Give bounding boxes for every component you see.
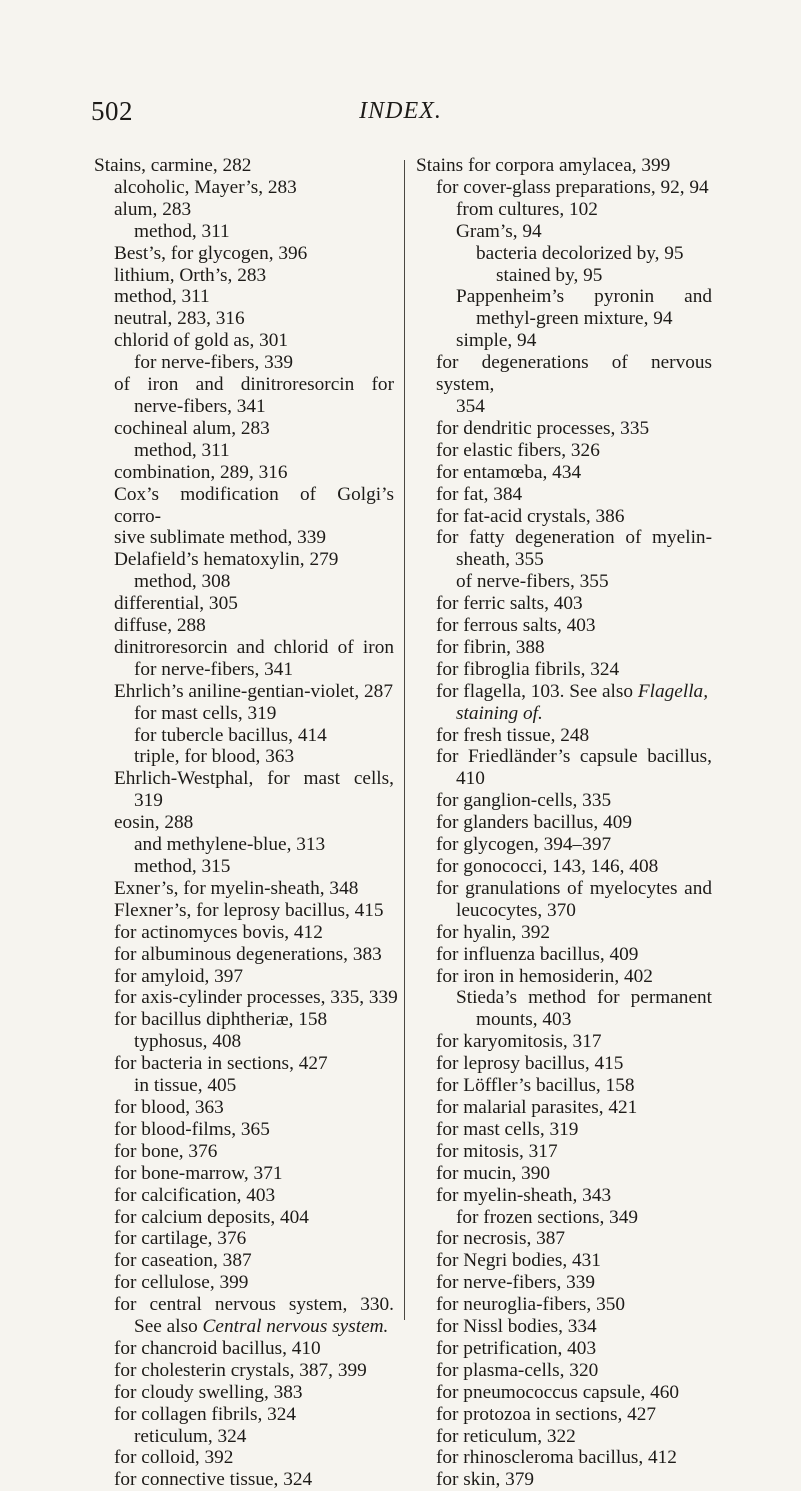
index-entry xyxy=(416,1031,712,1053)
index-entry-text: Gram’s, 94 xyxy=(456,220,542,242)
index-entry xyxy=(94,659,394,681)
index-entry xyxy=(94,571,394,593)
index-entry-text: Pappenheim’s pyronin and xyxy=(456,286,712,308)
index-entry-text: for axis-cylinder processes, 335, 339 xyxy=(114,987,398,1009)
index-entry xyxy=(416,681,712,703)
index-entry-text: for Löffler’s bacillus, 158 xyxy=(436,1075,635,1097)
index-entry xyxy=(94,243,394,265)
index-entry-text: stained by, 95 xyxy=(496,264,603,286)
index-entry-text: method, 311 xyxy=(134,439,230,461)
index-entry xyxy=(416,1404,712,1426)
index-entry xyxy=(94,944,394,966)
running-head: INDEX. xyxy=(359,98,442,124)
index-entry-text: method, 315 xyxy=(134,856,231,877)
index-entry xyxy=(416,286,712,308)
index-entry-text: for dendritic processes, 335 xyxy=(436,417,650,439)
index-entry-text: nerve-fibers, 341 xyxy=(134,395,266,417)
index-entry-text: for glanders bacillus, 409 xyxy=(436,812,632,834)
index-entry xyxy=(94,484,394,528)
index-entry-text: for albuminous degenerations, 383 xyxy=(114,943,382,965)
index-entry xyxy=(416,396,712,418)
index-entry-text: for blood-films, 365 xyxy=(114,1118,270,1140)
index-entry xyxy=(94,527,394,549)
index-entry xyxy=(416,900,712,922)
index-entry-text: bacteria decolorized by, 95 xyxy=(476,242,684,264)
index-entry-text: for plasma-cells, 320 xyxy=(436,1359,599,1381)
index-entry-text: Stains for corpora amylacea, 399 xyxy=(416,155,671,176)
index-entry-text: leucocytes, 370 xyxy=(456,899,576,921)
index-entry xyxy=(94,637,394,659)
index-entry xyxy=(94,396,394,418)
index-entry xyxy=(94,1163,394,1185)
index-entry-text: 319 xyxy=(134,790,163,812)
index-entry xyxy=(416,155,712,177)
index-entry xyxy=(416,1228,712,1250)
index-entry-text: for skin, 379 xyxy=(436,1469,535,1491)
index-entry xyxy=(416,725,712,747)
index-entry-text: Best’s, for glycogen, 396 xyxy=(114,242,308,264)
index-entry-text: for pneumococcus capsule, 460 xyxy=(436,1381,680,1403)
index-entry xyxy=(94,308,394,330)
index-entry-text: method, 311 xyxy=(134,220,230,242)
index-entry-text: for chancroid bacillus, 410 xyxy=(114,1337,321,1359)
index-entry-text: 410 xyxy=(456,768,485,790)
index-entry xyxy=(94,1185,394,1207)
index-entry-text: See also xyxy=(134,1316,203,1338)
index-entry-text: dinitroresorcin and chlorid of iron xyxy=(114,636,394,658)
index-entry-text: alcoholic, Mayer’s, 283 xyxy=(114,176,297,198)
index-entry xyxy=(94,1119,394,1141)
index-entry-text: Stains, carmine, 282 xyxy=(94,155,252,176)
index-entry xyxy=(94,593,394,615)
index-entry-text: for amyloid, 397 xyxy=(114,965,244,987)
index-entry-text: cochineal alum, 283 xyxy=(114,417,270,439)
index-entry-text: for mitosis, 317 xyxy=(436,1140,558,1162)
index-entry-text: for cover-glass preparations, 92, 94 xyxy=(436,176,709,198)
index-entry xyxy=(94,1469,394,1491)
index-entry xyxy=(94,1338,394,1360)
index-entry xyxy=(94,987,398,1009)
index-entry-text: methyl-green mixture, 94 xyxy=(476,308,673,330)
index-entry xyxy=(94,1382,394,1404)
index-entry xyxy=(94,900,394,922)
index-entry xyxy=(94,725,394,747)
index-entry xyxy=(94,1294,394,1316)
index-entry-text: for nerve-fibers, 341 xyxy=(134,658,294,680)
index-entry-text: of iron and dinitroresorcin for xyxy=(114,374,394,396)
page-header xyxy=(0,96,801,136)
index-entry xyxy=(94,418,394,440)
index-entry xyxy=(416,1447,712,1469)
index-entry xyxy=(94,177,394,199)
index-entry-text: for mucin, 390 xyxy=(436,1162,551,1184)
index-entry xyxy=(416,987,712,1009)
index-entry-text: for bone-marrow, 371 xyxy=(114,1162,283,1184)
index-entry-text: for fibroglia fibrils, 324 xyxy=(436,658,620,680)
index-entry xyxy=(416,1163,712,1185)
index-entry-text: combination, 289, 316 xyxy=(114,461,288,483)
index-entry xyxy=(416,1294,712,1316)
index-entry xyxy=(94,856,394,878)
index-entry xyxy=(416,1426,712,1448)
index-entry xyxy=(416,966,712,988)
index-entry-text: lithium, Orth’s, 283 xyxy=(114,264,267,286)
index-entry xyxy=(416,330,712,352)
index-entry-text: for calcium deposits, 404 xyxy=(114,1206,309,1228)
index-entry xyxy=(416,1141,712,1163)
index-entry-text: for Friedländer’s capsule bacillus, xyxy=(436,746,712,768)
index-entry-text: for protozoa in sections, 427 xyxy=(436,1403,657,1425)
index-entry xyxy=(416,659,712,681)
index-entry-text: 354 xyxy=(456,395,485,417)
index-entry-text: differential, 305 xyxy=(114,593,238,615)
index-entry xyxy=(94,922,394,944)
index-entry xyxy=(416,746,712,768)
index-entry xyxy=(416,1272,712,1294)
index-entry-text: for karyomitosis, 317 xyxy=(436,1031,602,1053)
index-entry xyxy=(416,856,712,878)
index-entry-text: for hyalin, 392 xyxy=(436,921,551,943)
index-entry-text: for central nervous system, 330. xyxy=(114,1294,394,1316)
index-entry-text: for reticulum, 322 xyxy=(436,1425,576,1447)
index-entry xyxy=(416,462,712,484)
index-entry xyxy=(94,768,394,790)
index-entry xyxy=(94,155,394,177)
index-entry-text: for bone, 376 xyxy=(114,1140,218,1162)
index-entry xyxy=(416,1316,712,1338)
index-entry xyxy=(416,637,712,659)
index-entry-text: for cartilage, 376 xyxy=(114,1228,247,1250)
index-entry-text: for mast cells, 319 xyxy=(134,702,277,724)
index-entry xyxy=(416,1009,712,1031)
index-entry xyxy=(416,1119,712,1141)
column-divider xyxy=(404,160,405,1320)
index-entry xyxy=(416,571,712,593)
index-entry xyxy=(416,593,712,615)
index-entry xyxy=(94,221,394,243)
index-entry-text: for ferrous salts, 403 xyxy=(436,615,596,637)
index-entry-text: eosin, 288 xyxy=(114,812,194,834)
index-entry xyxy=(94,878,394,900)
index-entry-text: for glycogen, 394–397 xyxy=(436,834,612,856)
index-entry xyxy=(94,834,394,856)
index-entry-text: for cholesterin crystals, 387, 399 xyxy=(114,1359,367,1381)
index-entry-text: for fibrin, 388 xyxy=(436,636,545,658)
index-entry-text: for cloudy swelling, 383 xyxy=(114,1381,303,1403)
index-column-right xyxy=(416,155,712,1491)
index-entry xyxy=(416,243,712,265)
index-entry-text: reticulum, 324 xyxy=(134,1425,247,1447)
index-entry xyxy=(94,1447,394,1469)
index-entry xyxy=(416,703,712,725)
index-entry-text: for caseation, 387 xyxy=(114,1250,252,1272)
index-entry xyxy=(94,615,394,637)
index-entry-text: for connective tissue, 324 xyxy=(114,1469,313,1491)
index-entry-text: for degenerations of nervous system, xyxy=(436,352,712,396)
index-entry xyxy=(94,1031,394,1053)
index-entry-text: for fat-acid crystals, 386 xyxy=(436,505,625,527)
index-entry-text: Stieda’s method for permanent xyxy=(456,987,712,1009)
index-entry xyxy=(416,308,712,330)
index-entry-text: typhosus, 408 xyxy=(134,1031,242,1053)
index-entry xyxy=(94,1075,394,1097)
index-entry-text: Cox’s modification of Golgi’s corro- xyxy=(114,483,394,527)
index-entry-text: for nerve-fibers, 339 xyxy=(134,352,294,374)
index-entry-cross-reference: Central nervous system. xyxy=(202,1316,389,1338)
index-entry-text: for petrification, 403 xyxy=(436,1337,597,1359)
index-entry-text: for Nissl bodies, 334 xyxy=(436,1316,597,1338)
index-entry xyxy=(416,1338,712,1360)
index-entry xyxy=(94,374,394,396)
index-entry-text: chlorid of gold as, 301 xyxy=(114,330,289,352)
index-entry-text: for frozen sections, 349 xyxy=(456,1206,639,1228)
index-entry-text: for bacillus diphtheriæ, 158 xyxy=(114,1009,328,1031)
index-entry xyxy=(94,462,394,484)
index-entry-text: for fatty degeneration of myelin- xyxy=(436,527,712,549)
index-entry xyxy=(94,265,394,287)
index-entry xyxy=(94,199,394,221)
index-entry xyxy=(416,527,712,549)
index-entry xyxy=(94,1141,394,1163)
index-entry xyxy=(416,221,712,243)
index-entry-text: for entamœba, 434 xyxy=(436,461,582,483)
index-entry-text: for fat, 384 xyxy=(436,483,523,505)
index-entry xyxy=(416,440,712,462)
index-entry xyxy=(94,746,394,768)
index-entry-text: Flexner’s, for leprosy bacillus, 415 xyxy=(114,899,384,921)
index-entry xyxy=(94,352,394,374)
index-entry-text: for tubercle bacillus, 414 xyxy=(134,724,327,746)
index-entry-text: for bacteria in sections, 427 xyxy=(114,1053,328,1075)
index-entry-text: for ganglion-cells, 335 xyxy=(436,790,612,812)
index-entry-text: sive sublimate method, 339 xyxy=(114,527,327,549)
index-entry-cross-reference: Flagella, xyxy=(637,680,709,702)
index-entry xyxy=(94,1250,394,1272)
index-entry xyxy=(94,1272,394,1294)
index-entry xyxy=(416,1382,712,1404)
index-entry xyxy=(416,1207,712,1229)
index-entry-text: for necrosis, 387 xyxy=(436,1228,566,1250)
index-entry xyxy=(416,834,712,856)
index-entry xyxy=(416,878,712,900)
index-entry-text: for neuroglia-fibers, 350 xyxy=(436,1294,625,1316)
index-entry xyxy=(416,1053,712,1075)
index-entry xyxy=(94,1426,394,1448)
index-entry-text: from cultures, 102 xyxy=(456,198,598,220)
index-entry xyxy=(416,1360,712,1382)
index-entry-text: for actinomyces bovis, 412 xyxy=(114,921,323,943)
index-entry-text: for leprosy bacillus, 415 xyxy=(436,1053,624,1075)
page-number: 502 xyxy=(91,96,133,126)
index-entry-text: for iron in hemosiderin, 402 xyxy=(436,965,653,987)
index-entry xyxy=(94,1404,394,1426)
index-entry-text: Exner’s, for myelin-sheath, 348 xyxy=(114,877,359,899)
index-entry xyxy=(416,484,712,506)
index-entry xyxy=(94,286,394,308)
index-entry xyxy=(94,966,394,988)
index-entry xyxy=(416,944,712,966)
index-entry-text: for colloid, 392 xyxy=(114,1447,234,1469)
index-entry xyxy=(416,418,712,440)
index-entry-text: in tissue, 405 xyxy=(134,1075,237,1097)
index-entry xyxy=(416,1185,712,1207)
index-entry xyxy=(94,1316,394,1338)
index-entry xyxy=(94,1097,394,1119)
index-entry-text: Delafield’s hematoxylin, 279 xyxy=(114,549,339,571)
index-entry-text: triple, for blood, 363 xyxy=(134,746,295,768)
index-entry xyxy=(416,352,712,396)
index-entry-text: for myelin-sheath, 343 xyxy=(436,1184,612,1206)
index-entry xyxy=(416,615,712,637)
index-entry-text: for rhinoscleroma bacillus, 412 xyxy=(436,1447,677,1469)
index-entry xyxy=(94,790,394,812)
index-entry xyxy=(94,1360,394,1382)
index-entry xyxy=(416,1250,712,1272)
index-entry-text: method, 308 xyxy=(134,571,231,593)
index-entry-text: for collagen fibrils, 324 xyxy=(114,1403,297,1425)
index-entry-text: for calcification, 403 xyxy=(114,1184,276,1206)
index-entry-text: method, 311 xyxy=(114,286,210,308)
index-entry-cross-reference: staining of. xyxy=(456,702,543,724)
index-entry-text: Ehrlich’s aniline-gentian-violet, 287 xyxy=(114,680,393,702)
index-entry-text: for cellulose, 399 xyxy=(114,1272,249,1294)
index-entry-text: for malarial parasites, 421 xyxy=(436,1096,638,1118)
index-entry-text: of nerve-fibers, 355 xyxy=(456,571,609,593)
index-entry xyxy=(94,812,394,834)
index-entry xyxy=(416,1469,712,1491)
index-entry xyxy=(416,812,712,834)
index-entry-text: for flagella, 103. See also xyxy=(436,680,638,702)
index-column-left xyxy=(94,155,398,1491)
index-entry xyxy=(94,330,394,352)
index-entry xyxy=(416,1097,712,1119)
index-entry xyxy=(416,790,712,812)
index-entry-text: for ferric salts, 403 xyxy=(436,593,583,615)
index-entry-text: simple, 94 xyxy=(456,330,537,352)
index-entry-text: alum, 283 xyxy=(114,198,192,220)
index-entry xyxy=(94,1053,394,1075)
index-entry-text: and methylene-blue, 313 xyxy=(134,834,326,856)
index-entry xyxy=(416,199,712,221)
index-entry-text: for mast cells, 319 xyxy=(436,1118,579,1140)
index-entry xyxy=(94,1207,394,1229)
index-entry-text: for influenza bacillus, 409 xyxy=(436,943,639,965)
index-entry-text: mounts, 403 xyxy=(476,1009,572,1031)
index-entry-text: for nerve-fibers, 339 xyxy=(436,1272,596,1294)
index-entry xyxy=(416,922,712,944)
index-entry xyxy=(94,681,394,703)
index-entry xyxy=(416,177,712,199)
index-entry xyxy=(94,1228,394,1250)
index-entry-text: for elastic fibers, 326 xyxy=(436,439,600,461)
index-entry-text: for Negri bodies, 431 xyxy=(436,1250,601,1272)
index-entry-text: for gonococci, 143, 146, 408 xyxy=(436,856,659,877)
index-entry xyxy=(416,265,712,287)
index-entry-text: for fresh tissue, 248 xyxy=(436,724,590,746)
index-entry-text: Ehrlich-Westphal, for mast cells, xyxy=(114,768,394,790)
index-entry-text: for blood, 363 xyxy=(114,1096,224,1118)
index-entry xyxy=(416,506,712,528)
index-entry xyxy=(94,440,394,462)
index-entry xyxy=(416,1075,712,1097)
index-entry-text: neutral, 283, 316 xyxy=(114,308,245,330)
index-entry xyxy=(94,1009,394,1031)
index-entry-text: for granulations of myelocytes and xyxy=(436,877,712,899)
index-entry xyxy=(94,549,394,571)
index-entry xyxy=(94,703,394,725)
index-entry-text: sheath, 355 xyxy=(456,549,544,571)
index-entry xyxy=(416,768,712,790)
index-entry-text: diffuse, 288 xyxy=(114,615,206,637)
index-entry xyxy=(416,549,712,571)
